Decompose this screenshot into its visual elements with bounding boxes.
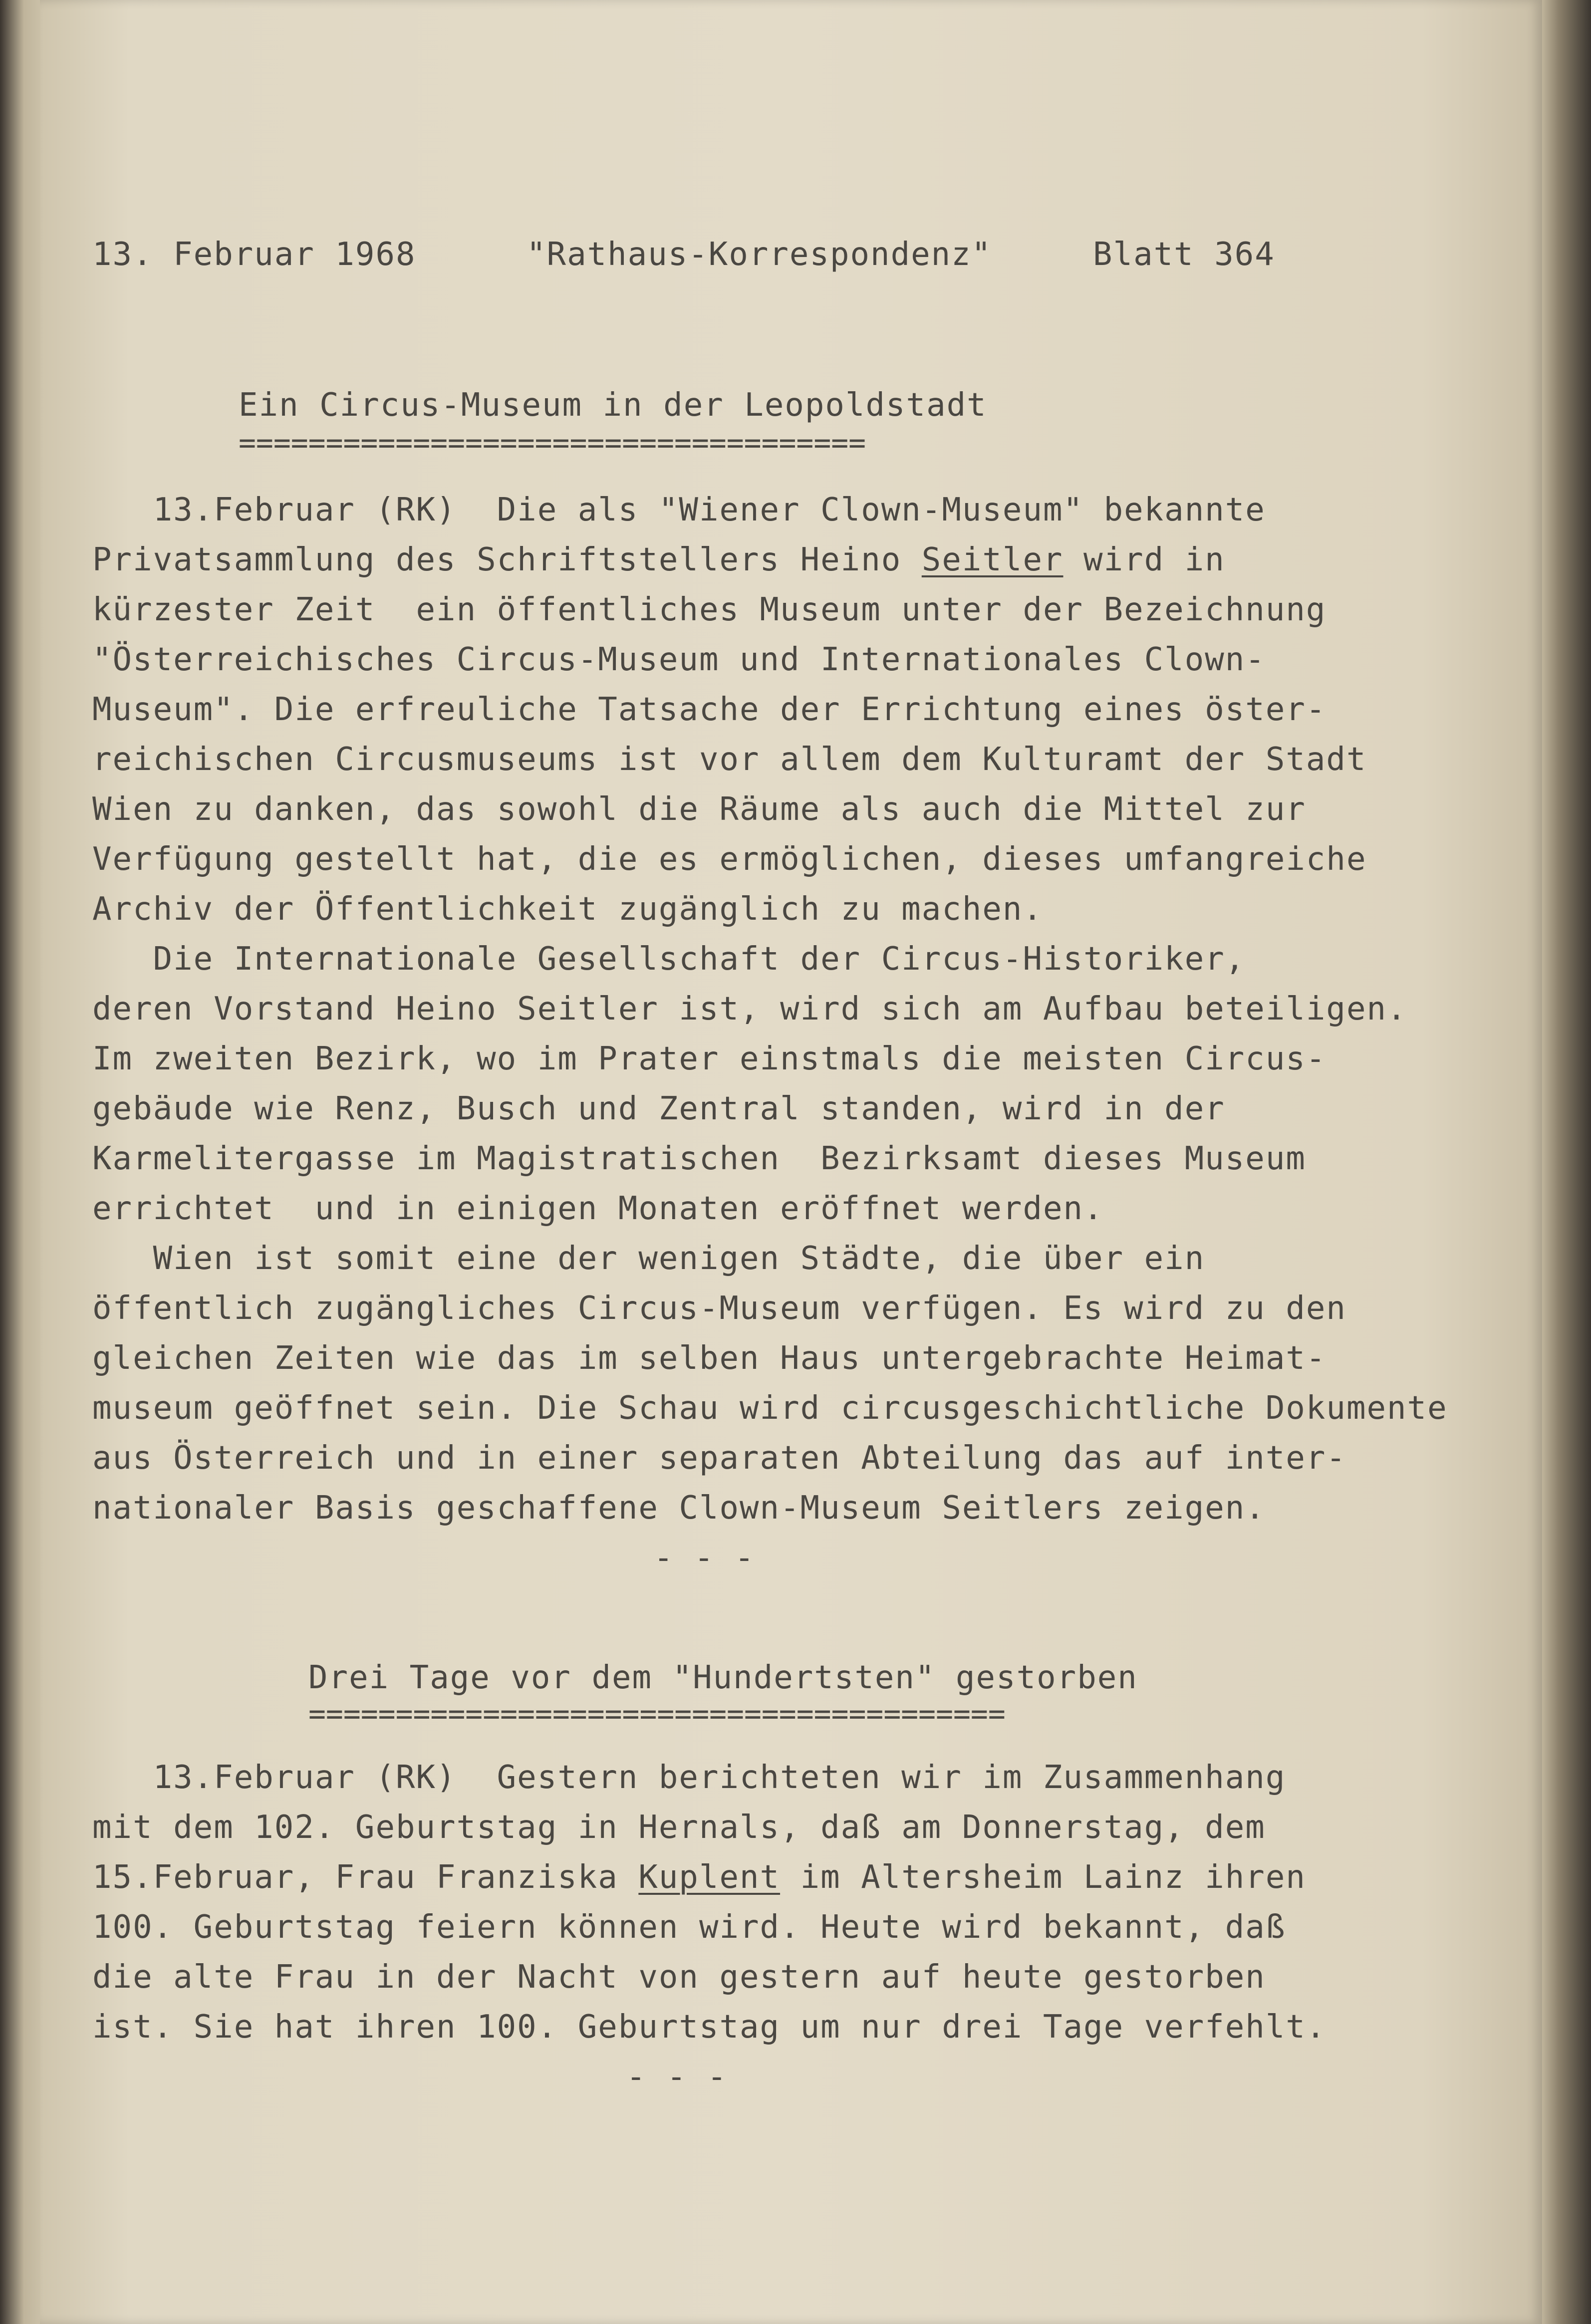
article1-line: Karmelitergasse im Magistratischen Bezirksamt dieses Museum [92, 1140, 1306, 1177]
page-edge [1542, 0, 1591, 2324]
article2-title: Drei Tage vor dem "Hundertsten" gestorben [308, 1659, 1138, 1696]
article2-line: 13.Februar (RK) Gestern berichteten wir im Zusammenhang [92, 1759, 1286, 1796]
article1-line-text: Privatsammlung des Schriftstellers Heino [92, 541, 922, 578]
header-source: "Rathaus-Korrespondenz" [527, 236, 992, 273]
article1-line: errichtet und in einigen Monaten eröffnet werden. [92, 1190, 1104, 1227]
article2-line [92, 1859, 1306, 1896]
header-sheet-number: Blatt 364 [1093, 236, 1275, 273]
article1-line: öffentlich zugängliches Circus-Museum verfügen. Es wird zu den [92, 1290, 1346, 1327]
article1-line: Die Internationale Gesellschaft der Circus-Historiker, [92, 941, 1246, 978]
article1-separator: - - - [654, 1540, 755, 1576]
article1-line: Verfügung gestellt hat, die es ermöglichen, dieses umfangreiche [92, 841, 1367, 878]
article1-line: Archiv der Öffentlichkeit zugänglich zu machen. [92, 891, 1043, 928]
article1-line: reichischen Circusmuseums ist vor allem dem Kulturamt der Stadt [92, 741, 1367, 778]
article2-line-text: 15.Februar, Frau Franziska [92, 1859, 639, 1896]
underlined-name-kuplent: Kuplent [638, 1859, 781, 1896]
article2-line-tail: im Altersheim Lainz ihren [780, 1859, 1306, 1896]
article1-line: Wien zu danken, das sowohl die Räume als auch die Mittel zur [92, 791, 1306, 828]
article1-line: deren Vorstand Heino Seitler ist, wird sich am Aufbau beteiligen. [92, 991, 1407, 1028]
article1-line [92, 541, 1225, 578]
article1-line: nationaler Basis geschaffene Clown-Museum Seitlers zeigen. [92, 1490, 1266, 1527]
underlined-name-seitler: Seitler [921, 541, 1063, 578]
article1-title: Ein Circus-Museum in der Leopoldstadt [239, 387, 987, 424]
article1-title-rule: ==================================== [239, 426, 866, 460]
header-date: 13. Februar 1968 [92, 236, 416, 273]
article1-line: gleichen Zeiten wie das im selben Haus untergebrachte Heimat- [92, 1340, 1326, 1377]
article1-line-tail: wird in [1063, 541, 1225, 578]
article2-separator: - - - [626, 2059, 728, 2095]
article1-line: gebäude wie Renz, Busch und Zentral standen, wird in der [92, 1090, 1225, 1127]
article1-line: Wien ist somit eine der wenigen Städte, die über ein [92, 1240, 1205, 1277]
article1-line: "Österreichisches Circus-Museum und Internationales Clown- [92, 641, 1266, 678]
article2-line: mit dem 102. Geburtstag in Hernals, daß am Donnerstag, dem [92, 1809, 1266, 1846]
article1-line: aus Österreich und in einer separaten Abteilung das auf inter- [92, 1440, 1346, 1477]
article1-line: museum geöffnet sein. Die Schau wird circusgeschichtliche Dokumente [92, 1390, 1448, 1427]
article2-title-rule: ======================================== [308, 1697, 1006, 1731]
article2-line: ist. Sie hat ihren 100. Geburtstag um nur drei Tage verfehlt. [92, 2009, 1326, 2046]
article1-line: Museum". Die erfreuliche Tatsache der Errichtung eines öster- [92, 691, 1326, 728]
article2-line: die alte Frau in der Nacht von gestern auf heute gestorben [92, 1959, 1266, 1996]
article2-line: 100. Geburtstag feiern können wird. Heute wird bekannt, daß [92, 1909, 1286, 1946]
article1-line: 13.Februar (RK) Die als "Wiener Clown-Museum" bekannte [92, 492, 1266, 528]
article1-line: kürzester Zeit ein öffentliches Museum unter der Bezeichnung [92, 591, 1326, 628]
article1-line: Im zweiten Bezirk, wo im Prater einstmals die meisten Circus- [92, 1040, 1326, 1077]
